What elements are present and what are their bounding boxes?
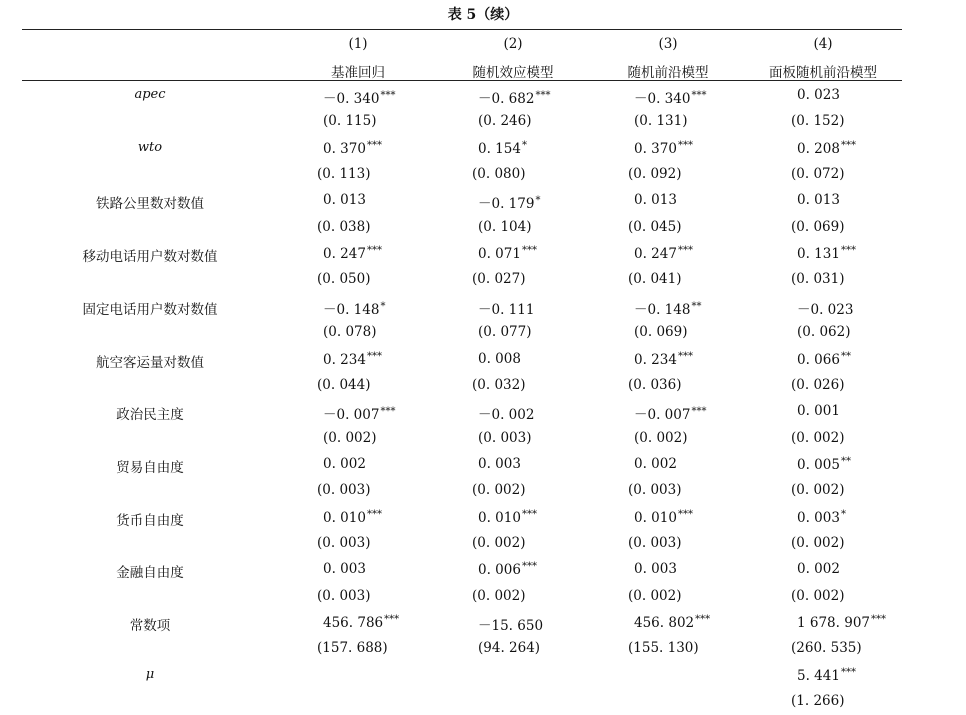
- standard-error-row: [0, 377, 966, 397]
- standard-error-cell: (0. 069): [791, 218, 845, 235]
- table-row: [0, 87, 966, 107]
- table-row: [0, 456, 966, 476]
- standard-error-cell: (0. 072): [791, 166, 845, 182]
- significance-stars: *: [840, 508, 846, 520]
- coefficient-cell: [323, 245, 413, 262]
- standard-error-cell: (0. 104): [478, 218, 532, 235]
- significance-stars: ***: [521, 561, 537, 573]
- coefficient-value: 0. 003: [634, 561, 677, 578]
- standard-error-row: [0, 535, 966, 555]
- table-row: [0, 561, 966, 581]
- row-label: 航空客运量对数值: [96, 354, 204, 371]
- table-title: 表 5（续）: [447, 7, 519, 23]
- coefficient-cell: [634, 192, 724, 208]
- coefficient-cell: [478, 614, 568, 634]
- coefficient-value: －0. 111: [478, 301, 535, 318]
- row-label: μ: [145, 666, 155, 682]
- coefficient-cell: [634, 614, 724, 631]
- coefficient-cell: [797, 456, 887, 473]
- coefficient-cell: [478, 351, 568, 367]
- significance-stars: ***: [691, 406, 707, 418]
- standard-error-cell: (0. 078): [323, 324, 377, 341]
- standard-error-row: [0, 166, 966, 186]
- standard-error-cell: (0. 069): [634, 324, 688, 341]
- standard-error-row: [0, 482, 966, 502]
- coefficient-cell: [797, 87, 887, 103]
- coefficient-cell: [634, 403, 724, 423]
- coefficient-value: －0. 007: [323, 407, 380, 424]
- standard-error-cell: (155. 130): [628, 640, 699, 657]
- row-label: 货币自由度: [116, 512, 184, 529]
- standard-error-row: [0, 693, 966, 713]
- significance-stars: **: [840, 350, 851, 362]
- significance-stars: ***: [691, 90, 707, 101]
- standard-error-cell: (0. 002): [791, 534, 845, 551]
- significance-stars: **: [691, 300, 702, 312]
- standard-error-cell: (0. 003): [628, 534, 682, 551]
- coefficient-cell: [323, 298, 413, 318]
- coefficient-cell: [634, 245, 724, 262]
- coefficient-value: －15. 650: [478, 618, 544, 634]
- coefficient-value: 456. 786: [323, 615, 384, 631]
- coefficient-value: －0. 148: [323, 301, 380, 318]
- coefficient-cell: [478, 87, 568, 107]
- coefficient-cell: [797, 351, 887, 368]
- coefficient-cell: [797, 509, 887, 526]
- table-row: [0, 298, 966, 318]
- coefficient-value: 5. 441: [797, 667, 840, 684]
- standard-error-cell: (0. 246): [478, 113, 532, 130]
- coefficient-value: 0. 003: [478, 455, 521, 472]
- coefficient-cell: [478, 403, 568, 423]
- coefficient-cell: [323, 140, 413, 157]
- standard-error-cell: (0. 002): [472, 587, 526, 604]
- column-number-1: (1): [348, 36, 368, 52]
- standard-error-cell: (0. 113): [317, 166, 371, 182]
- coefficient-cell: [797, 403, 887, 419]
- coefficient-cell: [478, 509, 568, 526]
- standard-error-cell: (0. 062): [797, 324, 851, 341]
- significance-stars: ***: [384, 614, 400, 625]
- coefficient-cell: [478, 456, 568, 472]
- coefficient-value: 0. 010: [634, 509, 677, 526]
- standard-error-cell: (0. 080): [472, 166, 526, 182]
- standard-error-cell: (0. 002): [791, 587, 845, 604]
- coefficient-cell: [634, 140, 724, 157]
- coefficient-value: 0. 003: [323, 561, 366, 578]
- coefficient-value: 0. 013: [797, 192, 840, 209]
- standard-error-cell: (0. 036): [628, 376, 682, 393]
- row-label: 金融自由度: [116, 565, 184, 582]
- column-number-2: (2): [503, 36, 523, 52]
- significance-stars: ***: [380, 406, 396, 418]
- coefficient-cell: [323, 192, 413, 208]
- significance-stars: ***: [366, 139, 382, 151]
- coefficient-cell: [634, 298, 724, 318]
- coefficient-cell: [478, 192, 568, 212]
- standard-error-row: [0, 271, 966, 291]
- standard-error-cell: (1. 266): [791, 693, 845, 709]
- standard-error-cell: (94. 264): [478, 640, 541, 657]
- coefficient-value: 456. 802: [634, 615, 695, 631]
- coefficient-value: 0. 234: [323, 351, 366, 368]
- significance-stars: ***: [366, 508, 382, 520]
- coefficient-cell: [323, 509, 413, 526]
- column-header-3: 随机前沿模型: [627, 65, 709, 81]
- coefficient-value: －0. 002: [478, 407, 535, 424]
- standard-error-cell: (0. 044): [317, 376, 371, 393]
- coefficient-cell: [323, 403, 413, 423]
- standard-error-cell: (0. 002): [634, 429, 688, 446]
- standard-error-cell: (0. 032): [472, 376, 526, 393]
- coefficient-value: －0. 179: [478, 196, 535, 213]
- significance-stars: ***: [535, 90, 551, 101]
- table-row: [0, 245, 966, 265]
- coefficient-value: 0. 005: [797, 456, 840, 473]
- table-row: [0, 140, 966, 160]
- coefficient-cell: [634, 351, 724, 368]
- coefficient-value: 0. 370: [634, 140, 677, 157]
- coefficient-value: 0. 023: [797, 87, 840, 103]
- coefficient-value: 0. 006: [478, 562, 521, 579]
- standard-error-cell: (0. 002): [323, 429, 377, 446]
- coefficient-cell: [323, 614, 413, 631]
- coefficient-value: 0. 002: [797, 561, 840, 578]
- table-row: [0, 403, 966, 423]
- significance-stars: ***: [677, 350, 693, 362]
- table-row: [0, 192, 966, 212]
- row-label: 贸易自由度: [116, 459, 184, 476]
- coefficient-value: －0. 148: [634, 301, 691, 318]
- coefficient-cell: [797, 614, 887, 631]
- significance-stars: ***: [366, 350, 382, 362]
- coefficient-value: 0. 003: [797, 509, 840, 526]
- significance-stars: ***: [380, 90, 396, 101]
- coefficient-value: 0. 154: [478, 140, 521, 157]
- coefficient-cell: [634, 456, 724, 472]
- coefficient-value: 0. 234: [634, 351, 677, 368]
- significance-stars: ***: [871, 614, 886, 625]
- standard-error-cell: (0. 002): [472, 482, 526, 499]
- coefficient-cell: [797, 140, 887, 157]
- row-label: 常数项: [129, 618, 171, 634]
- coefficient-cell: [634, 87, 724, 107]
- coefficient-value: 0. 208: [797, 140, 840, 157]
- coefficient-cell: [797, 245, 887, 262]
- standard-error-cell: (157. 688): [317, 640, 388, 657]
- table-row: [0, 351, 966, 371]
- standard-error-cell: (0. 050): [317, 271, 371, 288]
- coefficient-value: 0. 370: [323, 140, 366, 157]
- standard-error-cell: (0. 003): [317, 534, 371, 551]
- coefficient-value: 0. 002: [323, 455, 366, 472]
- standard-error-cell: (0. 002): [791, 482, 845, 499]
- standard-error-cell: (0. 002): [472, 534, 526, 551]
- coefficient-value: 1 678. 907: [797, 615, 870, 631]
- row-label: wto: [137, 139, 163, 155]
- table-row: [0, 614, 966, 634]
- significance-stars: ***: [677, 139, 693, 151]
- standard-error-row: [0, 430, 966, 450]
- significance-stars: **: [840, 455, 851, 467]
- row-label: 铁路公里数对数值: [96, 196, 204, 213]
- coefficient-cell: [634, 561, 724, 577]
- coefficient-cell: [323, 456, 413, 472]
- standard-error-cell: (0. 031): [791, 271, 845, 288]
- significance-stars: ***: [677, 508, 693, 520]
- coefficient-cell: [478, 298, 568, 318]
- column-number-3: (3): [658, 36, 678, 52]
- row-label: 固定电话用户数对数值: [82, 301, 218, 318]
- standard-error-row: [0, 588, 966, 608]
- coefficient-value: 0. 247: [323, 246, 366, 263]
- significance-stars: ***: [521, 508, 537, 520]
- significance-stars: *: [521, 139, 527, 151]
- significance-stars: ***: [677, 245, 693, 257]
- coefficient-cell: [323, 351, 413, 368]
- coefficient-cell: [323, 87, 413, 107]
- coefficient-value: 0. 013: [323, 192, 366, 209]
- column-header-4: 面板随机前沿模型: [769, 65, 877, 81]
- standard-error-cell: (0. 003): [478, 429, 532, 446]
- coefficient-value: 0. 247: [634, 246, 677, 263]
- standard-error-cell: (0. 027): [472, 271, 526, 288]
- coefficient-cell: [478, 245, 568, 262]
- coefficient-value: －0. 682: [478, 91, 535, 107]
- coefficient-value: 0. 001: [797, 403, 840, 420]
- significance-stars: ***: [521, 245, 537, 257]
- coefficient-value: 0. 008: [478, 350, 521, 367]
- standard-error-cell: (0. 092): [628, 166, 682, 182]
- coefficient-cell: [323, 561, 413, 577]
- standard-error-cell: (0. 003): [628, 482, 682, 499]
- standard-error-cell: (0. 026): [791, 376, 845, 393]
- coefficient-value: 0. 010: [323, 509, 366, 526]
- standard-error-cell: (260. 535): [791, 640, 862, 657]
- row-label: 政治民主度: [116, 407, 184, 424]
- coefficient-cell: [478, 140, 568, 157]
- row-label: apec: [134, 87, 166, 102]
- coefficient-cell: [797, 667, 887, 684]
- coefficient-value: 0. 071: [478, 246, 521, 263]
- coefficient-cell: [797, 298, 887, 318]
- standard-error-cell: (0. 152): [791, 113, 845, 130]
- coefficient-value: －0. 340: [634, 91, 691, 107]
- column-header-2: 随机效应模型: [472, 65, 554, 81]
- standard-error-cell: (0. 003): [317, 482, 371, 499]
- coefficient-value: －0. 023: [797, 301, 854, 318]
- coefficient-cell: [797, 561, 887, 577]
- standard-error-row: [0, 113, 966, 133]
- significance-stars: ***: [840, 139, 856, 151]
- table-top-rule: [22, 29, 902, 30]
- standard-error-cell: (0. 003): [317, 587, 371, 604]
- standard-error-cell: (0. 002): [628, 587, 682, 604]
- coefficient-value: －0. 007: [634, 407, 691, 424]
- standard-error-cell: (0. 041): [628, 271, 682, 288]
- coefficient-value: 0. 010: [478, 509, 521, 526]
- significance-stars: *: [380, 300, 386, 312]
- standard-error-cell: (0. 131): [634, 113, 688, 130]
- standard-error-row: [0, 640, 966, 660]
- column-header-1: 基准回归: [331, 65, 385, 81]
- coefficient-value: 0. 013: [634, 192, 677, 209]
- standard-error-cell: (0. 045): [628, 218, 682, 235]
- coefficient-value: 0. 066: [797, 351, 840, 368]
- coefficient-cell: [634, 509, 724, 526]
- significance-stars: ***: [695, 614, 711, 625]
- row-label: 移动电话用户数对数值: [82, 249, 218, 266]
- coefficient-value: 0. 131: [797, 246, 840, 263]
- column-number-4: (4): [813, 36, 833, 52]
- coefficient-value: －0. 340: [323, 91, 380, 107]
- standard-error-cell: (0. 077): [478, 324, 532, 341]
- standard-error-row: [0, 324, 966, 344]
- standard-error-cell: (0. 002): [791, 429, 845, 446]
- standard-error-cell: (0. 038): [317, 218, 371, 235]
- coefficient-cell: [478, 561, 568, 578]
- standard-error-cell: (0. 115): [323, 113, 377, 130]
- significance-stars: ***: [840, 666, 856, 678]
- coefficient-value: 0. 002: [634, 455, 677, 472]
- table-row: [0, 667, 966, 687]
- significance-stars: ***: [366, 245, 382, 257]
- significance-stars: *: [535, 195, 541, 207]
- standard-error-row: [0, 219, 966, 239]
- table-row: [0, 509, 966, 529]
- significance-stars: ***: [840, 245, 856, 257]
- coefficient-cell: [797, 192, 887, 208]
